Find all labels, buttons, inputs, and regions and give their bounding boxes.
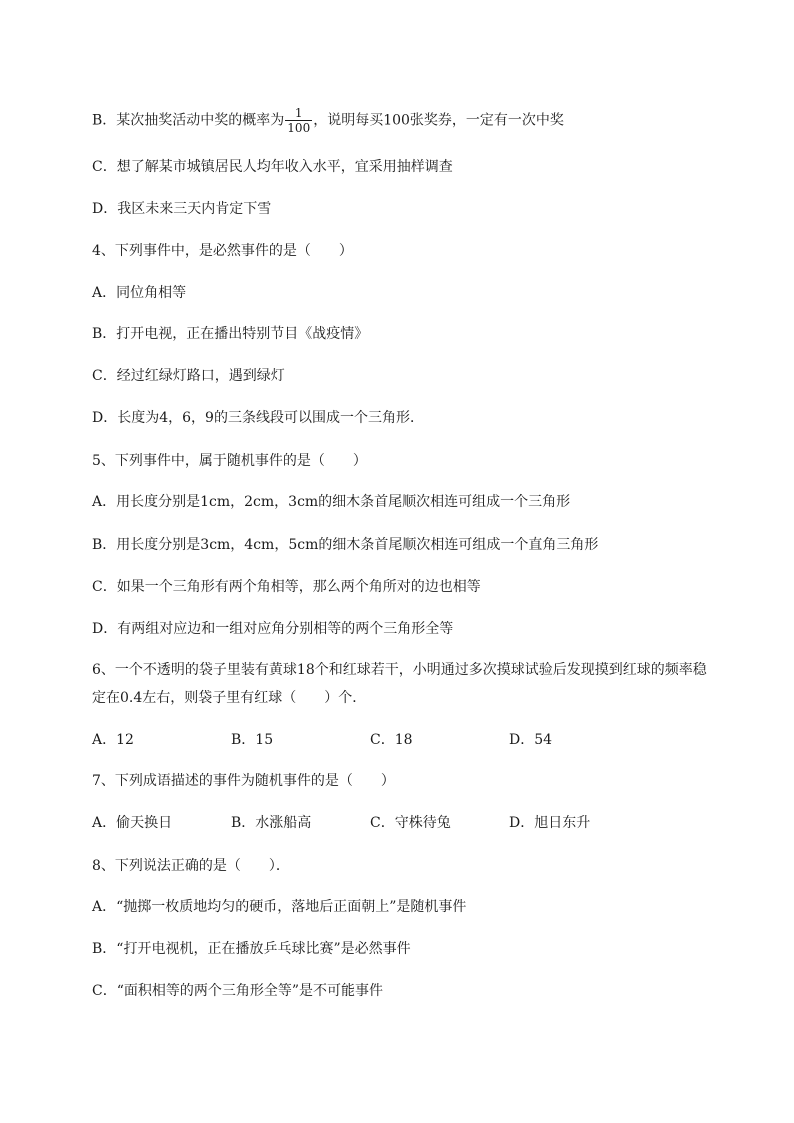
q8-stem: 8、下列说法正确的是（ ）． (92, 858, 290, 874)
q4-option-a: A．同位角相等 (92, 285, 187, 301)
q7-option-d: D．旭日东升 (509, 815, 591, 831)
q5-stem: 5、下列事件中，属于随机事件的是（ ） (92, 453, 367, 469)
q8-option-a: A．“抛掷一枚质地均匀的硬币，落地后正面朝上”是随机事件 (92, 899, 467, 915)
q5-option-a: A．用长度分别是1cm，2cm，3cm的细木条首尾顺次相连可组成一个三角形 (92, 494, 571, 510)
q3-option-b-text-pre: B．某次抽奖活动中奖的概率为 (92, 112, 285, 129)
q4-option-d: D．长度为4，6，9的三条线段可以围成一个三角形． (92, 410, 424, 426)
q3-option-b (92, 106, 564, 135)
q6-stem-line1: 6、一个不透明的袋子里装有黄球18个和红球若干，小明通过多次摸球试验后发现摸到红球的频率稳 (92, 662, 707, 678)
q3-option-d: D．我区未来三天内肯定下雪 (92, 201, 272, 217)
q5-option-b: B．用长度分别是3cm，4cm，5cm的细木条首尾顺次相连可组成一个直角三角形 (92, 537, 599, 553)
q7-stem: 7、下列成语描述的事件为随机事件的是（ ） (92, 773, 395, 789)
q6-option-d: D．54 (509, 732, 553, 748)
q6-option-b: B．15 (231, 732, 274, 748)
q6-option-c: C．18 (370, 732, 413, 748)
probability-fraction (285, 106, 312, 135)
q3-option-c: C．想了解某市城镇居民人均年收入水平，宜采用抽样调查 (92, 159, 453, 175)
q8-option-b: B．“打开电视机，正在播放乒乓球比赛”是必然事件 (92, 941, 411, 957)
q7-option-a: A．偷天换日 (92, 815, 173, 831)
q7-option-c: C．守株待兔 (370, 815, 451, 831)
q4-option-c: C．经过红绿灯路口，遇到绿灯 (92, 368, 285, 384)
q5-option-c: C．如果一个三角形有两个角相等，那么两个角所对的边也相等 (92, 579, 481, 595)
fraction-numerator: 1 (285, 106, 312, 121)
q4-stem: 4、下列事件中，是必然事件的是（ ） (92, 243, 353, 259)
q5-option-d: D．有两组对应边和一组对应角分别相等的两个三角形全等 (92, 621, 454, 637)
q7-option-b: B．水涨船高 (231, 815, 312, 831)
q3-option-b-text-post: ，说明每买100张奖券，一定有一次中奖 (313, 112, 564, 129)
q6-option-a: A．12 (92, 732, 134, 748)
q8-option-c: C．“面积相等的两个三角形全等”是不可能事件 (92, 983, 384, 999)
q6-stem-line2: 定在0.4左右，则袋子里有红球（ ）个． (92, 690, 367, 706)
fraction-denominator: 100 (287, 121, 311, 135)
q4-option-b: B．打开电视，正在播出特别节目《战疫情》 (92, 326, 369, 342)
